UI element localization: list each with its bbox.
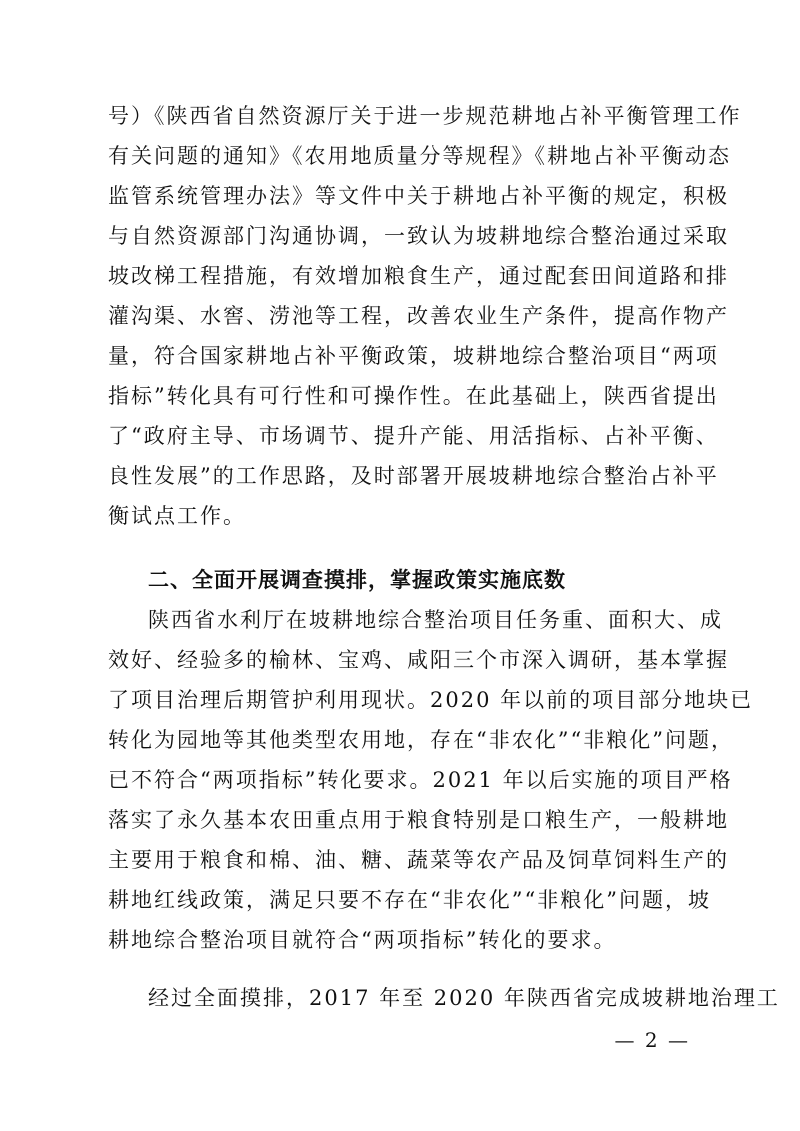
- text-line: 良性发展”的工作思路，及时部署开展坡耕地综合整治占补平: [108, 464, 719, 488]
- text-line: 号）《陕西省自然资源厅关于进一步规范耕地占补平衡管理工作: [108, 104, 742, 128]
- text-line: 了“政府主导、市场调节、提升产能、用活指标、占补平衡、: [108, 424, 719, 448]
- text-line: 转化为园地等其他类型农用地，存在“非农化”“非粮化”问题，: [108, 728, 734, 752]
- text-line: 耕地综合整治项目就符合“两项指标”转化的要求。: [108, 928, 617, 952]
- text-line: 主要用于粮食和棉、油、糖、蔬菜等农产品及饲草饲料生产的: [108, 848, 729, 872]
- text-line: 已不符合“两项指标”转化要求。2021 年以后实施的项目严格: [108, 768, 733, 792]
- section-heading: 二、全面开展调查摸排，掌握政策实施底数: [148, 568, 566, 592]
- text-line: 与自然资源部门沟通协调，一致认为坡耕地综合整治通过采取: [108, 224, 729, 248]
- text-line: 经过全面摸排，2017 年至 2020 年陕西省完成坡耕地治理工: [148, 986, 780, 1010]
- text-line: 了项目治理后期管护利用现状。2020 年以前的项目部分地块已: [108, 688, 754, 712]
- text-line: 指标”转化具有可行性和可操作性。在此基础上，陕西省提出: [108, 384, 719, 408]
- text-line: 效好、经验多的榆林、宝鸡、咸阳三个市深入调研，基本掌握: [108, 648, 729, 672]
- text-line: 坡改梯工程措施，有效增加粮食生产，通过配套田间道路和排: [108, 264, 729, 288]
- text-line: 有关问题的通知》《农用地质量分等规程》《耕地占补平衡动态: [108, 144, 731, 168]
- text-line: 灌沟渠、水窖、涝池等工程，改善农业生产条件，提高作物产: [108, 304, 729, 328]
- text-line: 落实了永久基本农田重点用于粮食特别是口粮生产，一般耕地: [108, 808, 729, 832]
- text-line: 耕地红线政策，满足只要不存在“非农化”“非粮化”问题，坡: [108, 888, 711, 912]
- text-line: 量，符合国家耕地占补平衡政策，坡耕地综合整治项目“两项: [108, 344, 719, 368]
- text-line: 陕西省水利厅在坡耕地综合整治项目任务重、面积大、成: [148, 608, 723, 632]
- text-line: 衡试点工作。: [108, 504, 246, 528]
- page-number: — 2 —: [614, 1028, 690, 1052]
- text-line: 监管系统管理办法》等文件中关于耕地占补平衡的规定，积极: [108, 184, 729, 208]
